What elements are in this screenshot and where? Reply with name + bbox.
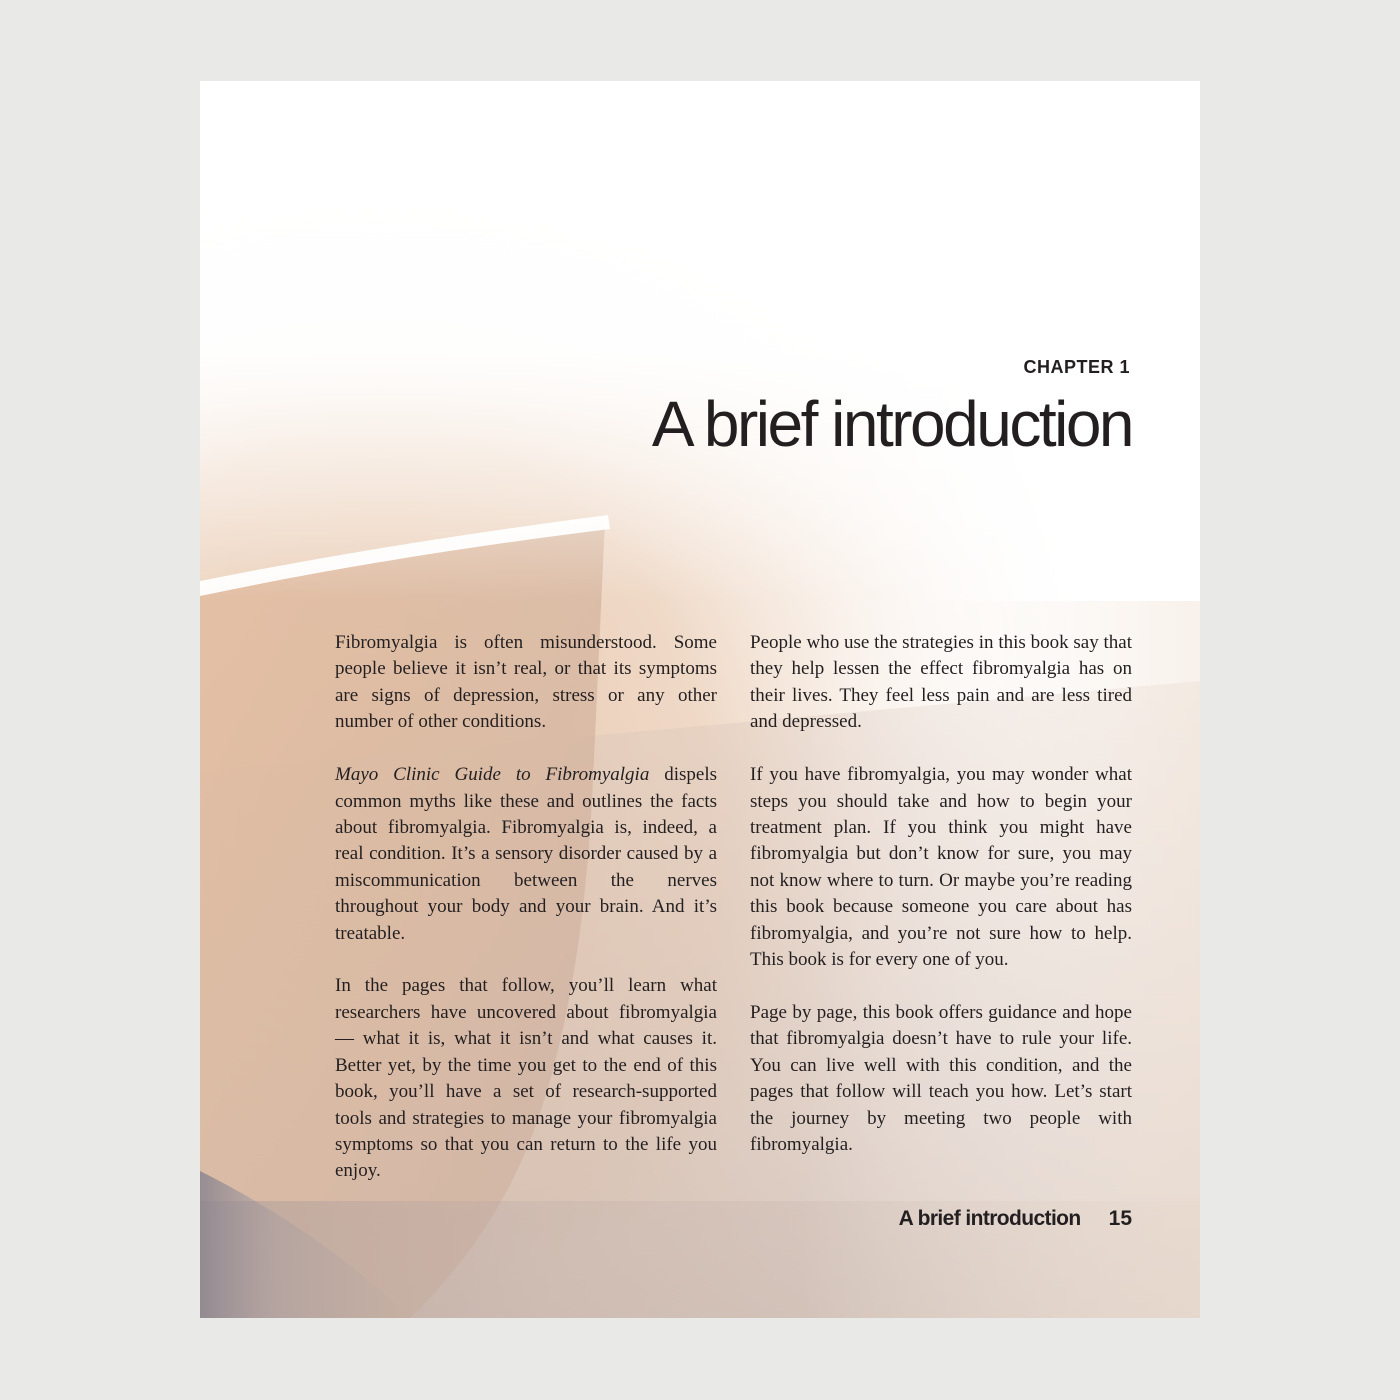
paragraph: Fibromyalgia is often misunderstood. Some people believe it isn’t real, or that its symptoms are signs of depression, stress or any other number of other conditions. bbox=[335, 632, 717, 733]
book-title-italic: Mayo Clinic Guide to Fibromyalgia bbox=[335, 764, 650, 786]
chapter-title: A brief introduction bbox=[651, 388, 1132, 460]
paragraph: If you have fibromyalgia, you may wonder what steps you should take and how to begin your treatment plan. If you think you might have fibromyalgia but don’t know for sure, you may not know where to turn. Or maybe you’re reading this book because someone you care about has fibromyalgia, and you’re not sure how to help. This book is for every one of you. bbox=[750, 764, 1132, 970]
page-footer bbox=[899, 1207, 1132, 1231]
left-column bbox=[335, 630, 717, 1211]
paragraph: Page by page, this book offers guidance and hope that fibromyalgia doesn’t have to rule your life. You can live well with this condition, and the pages that follow will teach you how. Let’s start the journey by meeting two people with fibromyalgia. bbox=[750, 1001, 1132, 1155]
chapter-label: CHAPTER 1 bbox=[1023, 357, 1130, 377]
book-page bbox=[200, 81, 1200, 1318]
page-number: 15 bbox=[1108, 1207, 1132, 1230]
running-title: A brief introduction bbox=[898, 1207, 1081, 1230]
right-column bbox=[750, 630, 1132, 1185]
paragraph bbox=[335, 762, 717, 947]
paragraph-text: dispels common myths like these and outlines the facts about fibromyalgia. Fibromyalgia is, indeed, a real condition. It’s a sensory disorder caused by a miscommunication between the nerves throughout your body and your brain. And it’s treatable. bbox=[335, 764, 718, 944]
paragraph: People who use the strategies in this book say that they help lessen the effect fibromyalgia has on their lives. They feel less pain and are less tired and depressed. bbox=[750, 632, 1132, 733]
paragraph: In the pages that follow, you’ll learn what researchers have uncovered about fibromyalgia — what it is, what it isn’t and what causes it. Better yet, by the time you get to the end of this book, you’ll have a set of research-supported tools and strategies to manage your fibromyalgia symptoms so that you can return to the life you enjoy. bbox=[335, 975, 717, 1182]
